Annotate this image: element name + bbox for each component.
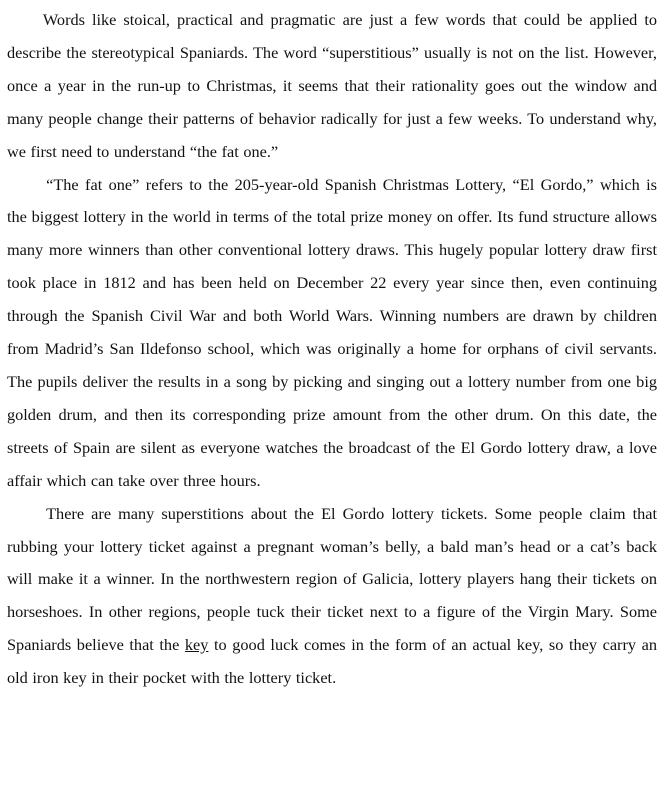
paragraph-superstitions [7,498,657,695]
superstitions-text-start: There are many superstitions about the El Gordo lottery tickets. Some people claim that rubbing your lottery ticket against a pregnant woman’s belly, a bald man’s head or a cat’s back will make it a winner. In the northwestern region of Galicia, lottery players hang their tickets on horseshoes. In other regions, people tuck their ticket next to a figure of the Virgin Mary. Some Spaniards believe that the [7,503,657,655]
paragraph-el-gordo: “The fat one” refers to the 205-year-old Spanish Christmas Lottery, “El Gordo,” which is the biggest lottery in the world in terms of the total prize money on offer. Its fund structure allows many more winners than other conventional lottery draws. This hugely popular lottery draw first took place in 1812 and has been held on December 22 every year since then, even continuing through the Spanish Civil War and both World Wars. Winning numbers are drawn by children from Madrid’s San Ildefonso school, which was originally a home for orphans of civil servants. The pupils deliver the results in a song by picking and singing out a lottery number from one big golden drum, and then its corresponding prize amount from the other drum. On this date, the streets of Spain are silent as everyone watches the broadcast of the El Gordo lottery draw, a love affair which can take over three hours. [7,174,657,490]
paragraph-intro: Words like stoical, practical and pragmatic are just a few words that could be applied to describe the stereotypical Spaniards. The word “superstitious” usually is not on the list. However, once a year in the run-up to Christmas, it seems that their rationality goes out the window and many people change their patterns of behavior radically for just a few weeks. To understand why, we first need to understand “the fat one.” [7,10,657,161]
underlined-word-key: key [184,635,209,655]
superstitions-text-end: to good luck comes in the form of an actual key, so they carry an old iron key in their pocket with the lottery ticket. [7,635,657,688]
